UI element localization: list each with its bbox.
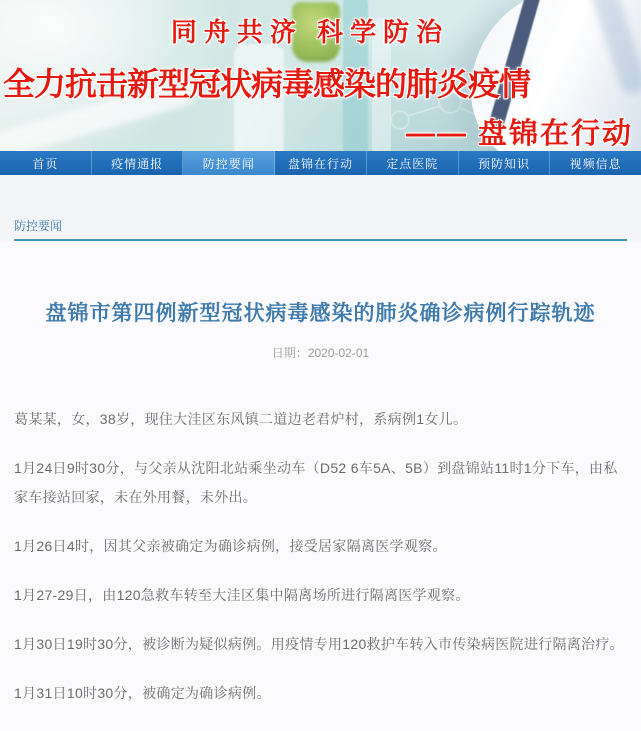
coat-shading-decoration <box>587 0 641 97</box>
banner-slogan-top: 同舟共济 科学防治 <box>170 17 450 47</box>
date-label: 日期： <box>271 346 308 360</box>
nav-item-designated-hospitals[interactable]: 定点医院 <box>367 151 459 175</box>
nav-item-prevention-news[interactable]: 防控要闻 <box>183 151 275 175</box>
nav-item-home[interactable]: 首页 <box>0 151 92 175</box>
nav-item-prevention-knowledge[interactable]: 预防知识 <box>459 151 551 175</box>
article-date <box>0 344 641 361</box>
banner-slogan-main: 全力抗击新型冠状病毒感染的肺炎疫情 <box>3 66 531 102</box>
main-nav <box>0 151 641 175</box>
nav-item-epidemic-report[interactable]: 疫情通报 <box>92 151 184 175</box>
date-value: 2020-02-01 <box>307 346 370 360</box>
breadcrumb[interactable]: 防控要闻 <box>14 219 63 233</box>
article-paragraph: 1月26日4时，因其父亲被确定为确诊病例，接受居家隔离医学观察。 <box>14 538 447 554</box>
article-body <box>0 405 641 708</box>
article-paragraph: 1月30日19时30分，被诊断为疑似病例。用疫情专用120救护车转入市传染病医院进行隔离治疗。 <box>14 636 624 652</box>
breadcrumb-section <box>0 175 641 241</box>
nav-item-video-info[interactable]: 视频信息 <box>569 156 622 171</box>
page-title: 盘锦市第四例新型冠状病毒感染的肺炎确诊病例行踪轨迹 <box>45 302 596 325</box>
header-banner <box>0 0 641 151</box>
article-paragraph: 葛某某，女，38岁，现住大洼区东风镇二道边老君炉村，系病例1女儿。 <box>14 411 468 427</box>
article <box>0 241 641 731</box>
article-paragraph: 1月27-29日，由120急救车转至大洼区集中隔离场所进行隔离医学观察。 <box>14 587 470 603</box>
nav-item-panjin-in-action[interactable]: 盘锦在行动 <box>275 151 367 175</box>
article-paragraph: 1月24日9时30分，与父亲从沈阳北站乘坐动车（D52 6车5A、5B）到盘锦站11时1分下车，由私家车接站回家，未在外用餐，未外出。 <box>14 460 618 505</box>
article-paragraph: 1月31日10时30分，被确定为确诊病例。 <box>14 685 271 701</box>
banner-slogan-sub: —— 盘锦在行动 <box>405 118 633 150</box>
